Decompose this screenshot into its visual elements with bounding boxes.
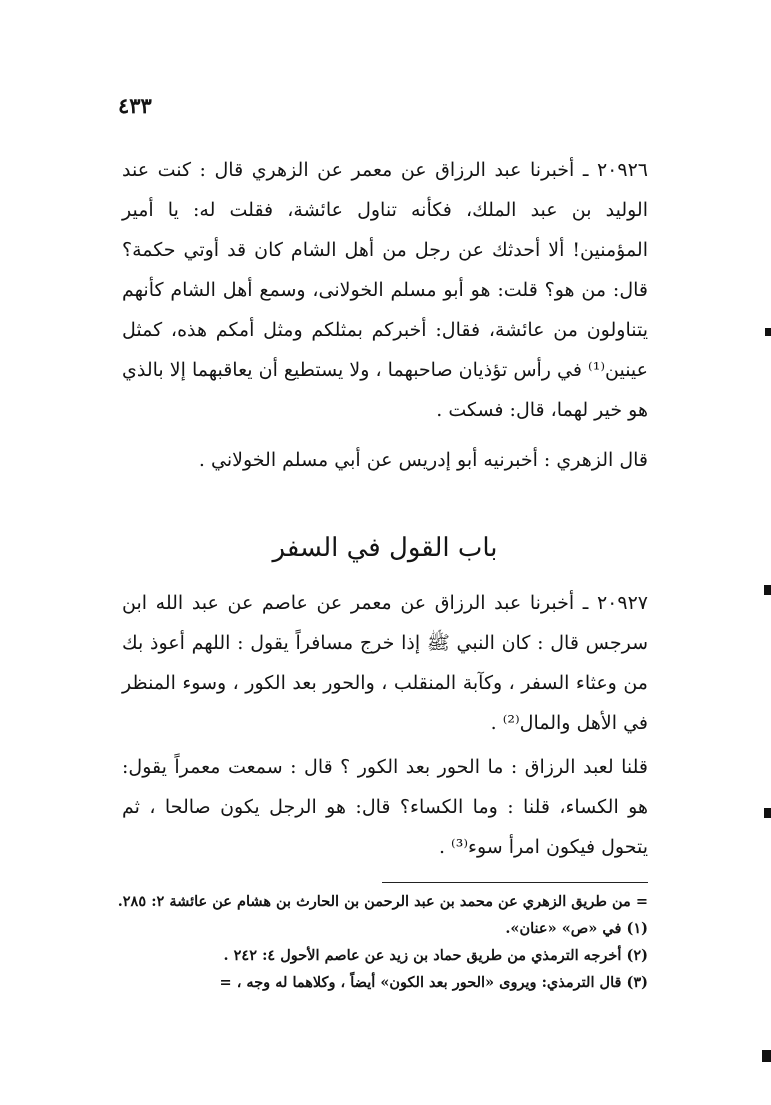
scan-edge-mark: [765, 328, 771, 336]
hadith-20927-paragraph: ٢٠٩٢٧ ـ أخبرنا عبد الرزاق عن معمر عن عاصم عن عبد الله ابن سرجس قال : كان النبي ﷺ إذا خرج مسافراً يقول : اللهم أعوذ بك من وعثاء السفر ، وكآبة المنقلب ، والحور بعد الكور ، وسوء المنظر في الأهل والمال⁽²⁾ .: [122, 592, 648, 734]
footnotes-block: [110, 888, 648, 996]
scan-edge-mark: [762, 1050, 771, 1062]
footnote-continuation: = من طريق الزهري عن محمد بن عبد الرحمن بن الحارث بن هشام عن عائشة ٢: ٢٨٥.: [117, 893, 648, 910]
footnote-1: (١) في «ص» «عنان».: [505, 920, 648, 937]
hadith-20927-explanation: قلنا لعبد الرزاق : ما الحور بعد الكور ؟ قال : سمعت معمراً يقول: هو الكساء، قلنا : وما الكساء؟ قال: هو الرجل يكون صالحا ، ثم يتحول فيكون امرأ سوء⁽³⁾ .: [122, 756, 648, 858]
page-number: ٤٣٣: [118, 93, 152, 118]
scan-edge-mark: [764, 585, 771, 595]
scan-edge-mark: [764, 808, 771, 818]
hadith-20926-paragraph: ٢٠٩٢٦ ـ أخبرنا عبد الرزاق عن معمر عن الزهري قال : كنت عند الوليد بن عبد الملك، فكأنه تناول عائشة، فقلت له: يا أمير المؤمنين! ألا أحدثك عن رجل من أهل الشام كان قد أوتي حكمة؟ قال: من هو؟ قلت: هو أبو مسلم الخولانى، وسمع أهل الشام كأنهم يتناولون من عائشة، فقال: أخبركم بمثلكم ومثل أمكم هذه، كمثل عينين⁽¹⁾ في رأس تؤذيان صاحبهما ، ولا يستطيع أن يعاقبهما إلا بالذي هو خير لهما، قال: فسكت .: [122, 159, 648, 421]
footnote-separator: [382, 882, 648, 883]
footnote-2: (٢) أخرجه الترمذي من طريق حماد بن زيد عن عاصم الأحول ٤: ٢٤٢ .: [223, 947, 648, 964]
chapter-heading: باب القول في السفر: [272, 533, 498, 563]
zuhri-note-paragraph: قال الزهري : أخبرنيه أبو إدريس عن أبي مسلم الخولاني .: [198, 449, 648, 471]
footnote-3: (٣) قال الترمذي: ويروى «الحور بعد الكون» أيضاً ، وكلاهما له وجه ، =: [219, 974, 648, 991]
